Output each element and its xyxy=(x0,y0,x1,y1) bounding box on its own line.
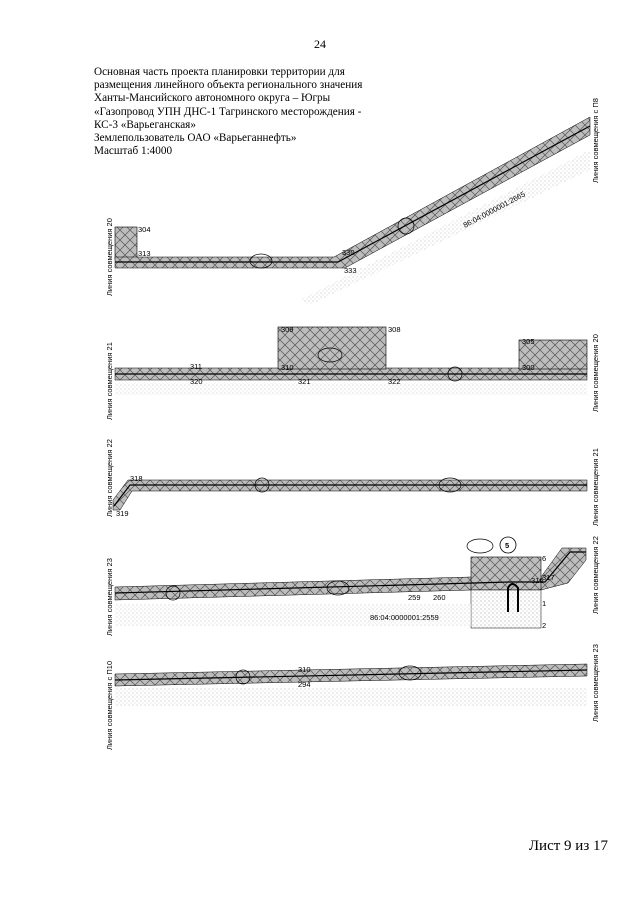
point-label: 308 xyxy=(388,325,401,334)
point-label: 311 xyxy=(190,362,202,371)
cadastral-number: 86:04:0000001:2665 xyxy=(461,189,527,230)
left-match-line: Линия совмещения 21 xyxy=(105,342,114,420)
point-label: 320 xyxy=(190,377,203,386)
header-line: Основная часть проекта планировки территории для xyxy=(94,66,345,78)
page-number: 24 xyxy=(314,37,326,51)
point-label: 259 xyxy=(408,593,421,602)
scale-line: Масштаб 1:4000 xyxy=(94,145,173,158)
left-match-line: Линия совмещения 20 xyxy=(105,218,114,296)
parcel-number: 5 xyxy=(505,541,510,550)
strip-4 xyxy=(105,536,600,636)
dotted-zone xyxy=(115,383,587,395)
header-line: Ханты-Мансийского автономного округа – Югры xyxy=(94,92,331,105)
dotted-zone xyxy=(115,688,587,706)
point-label: 316 xyxy=(531,576,544,585)
marker-ellipse xyxy=(467,539,493,553)
header-line: КС-3 «Варьеганская» xyxy=(94,118,196,131)
right-match-line: Линия совмещения 23 xyxy=(591,644,600,722)
header-line: Землепользователь ОАО «Варьеганнефть» xyxy=(94,132,297,145)
left-match-line: Линия совмещения 22 xyxy=(105,439,114,517)
point-label: 2 xyxy=(542,621,547,630)
cadastral-number: 86:04:0000001:2559 xyxy=(370,613,439,622)
left-match-line: Линия совмещения 23 xyxy=(105,558,114,636)
strip-2 xyxy=(105,325,600,420)
parcel-block xyxy=(471,557,541,590)
right-match-line: Линия совмещения 22 xyxy=(591,536,600,614)
point-label: 318 xyxy=(130,474,143,483)
point-label: 260 xyxy=(433,593,446,602)
sheet-number: Лист 9 из 17 xyxy=(528,838,608,854)
point-label: 310 xyxy=(281,363,294,372)
parcel-block xyxy=(115,227,137,259)
point-label: 310 xyxy=(298,665,311,674)
parcel-block xyxy=(471,590,541,628)
point-label: 330 xyxy=(342,248,355,257)
right-match-line: Линия совмещения 20 xyxy=(591,334,600,412)
right-match-line: Линия совмещения с П8 xyxy=(591,98,600,183)
point-label: 319 xyxy=(116,509,129,518)
point-label: 333 xyxy=(344,266,357,275)
strip-5 xyxy=(105,644,600,750)
point-label: 304 xyxy=(138,225,151,234)
right-match-line: Линия совмещения 21 xyxy=(591,448,600,526)
point-label: 294 xyxy=(298,680,311,689)
dotted-zone xyxy=(300,150,590,305)
point-label: 6 xyxy=(542,554,547,563)
point-label: 313 xyxy=(138,249,151,258)
point-label: 321 xyxy=(298,377,311,386)
strip-3 xyxy=(105,439,600,526)
point-label: 300 xyxy=(522,363,535,372)
point-label: 322 xyxy=(388,377,401,386)
left-match-line: Линия совмещения с П10 xyxy=(105,660,114,750)
header-line: размещения линейного объекта регионального значения xyxy=(94,79,363,92)
header-line: «Газопровод УПН ДНС-1 Тагринского месторождения - xyxy=(94,105,362,118)
point-label: 305 xyxy=(522,337,535,346)
point-label: 317 xyxy=(542,573,555,582)
point-label: 309 xyxy=(281,325,294,334)
strip-1 xyxy=(105,98,600,305)
point-label: 1 xyxy=(542,599,547,608)
